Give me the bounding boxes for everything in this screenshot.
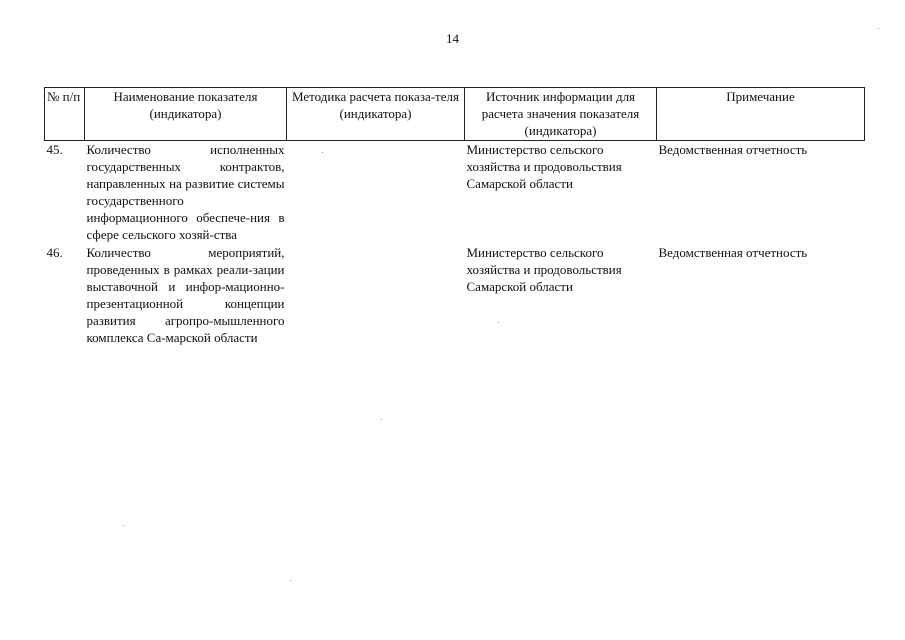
scan-speck — [878, 28, 879, 29]
indicator-table — [44, 87, 865, 347]
header-indicator-name: Наименование показателя (индикатора) — [85, 88, 287, 141]
row-note: Ведомственная отчетность — [658, 142, 808, 157]
header-calculation-method: Методика расчета показа-теля (индикатора) — [287, 88, 465, 141]
page-number: 14 — [446, 31, 459, 46]
row-calculation-method — [287, 244, 465, 347]
row-note: Ведомственная отчетность — [658, 245, 808, 260]
row-information-source: Министерство сельского хозяйства и продовольствия Самарской области — [466, 245, 622, 294]
table-header — [45, 88, 865, 141]
scan-speck — [322, 152, 323, 153]
row-information-source: Министерство сельского хозяйства и продовольствия Самарской области — [466, 142, 622, 191]
header-number: № п/п — [45, 88, 85, 141]
scan-speck — [123, 525, 124, 526]
header-note: Примечание — [657, 88, 865, 141]
scan-speck — [498, 322, 499, 323]
scan-speck — [381, 419, 382, 420]
row-number: 46. — [46, 245, 63, 260]
row-indicator-name: Количество исполненных государственных контрактов, направленных на развитие системы государственного информационного обеспече-ния в сфере сельского хозяй-ства — [86, 142, 285, 242]
header-information-source: Источник информации для расчета значения показателя (индикатора) — [465, 88, 657, 141]
scan-speck — [290, 580, 291, 581]
table-row — [45, 244, 865, 347]
table-row — [45, 141, 865, 245]
row-number: 45. — [46, 142, 63, 157]
table-body — [45, 141, 865, 348]
row-calculation-method — [287, 141, 465, 245]
row-indicator-name: Количество мероприятий, проведенных в рамках реали-зации выставочной и инфор-мационно-презентационной концепции развития агропро-мышленного комплекса Са-марской области — [86, 245, 285, 345]
header-row — [45, 88, 865, 141]
